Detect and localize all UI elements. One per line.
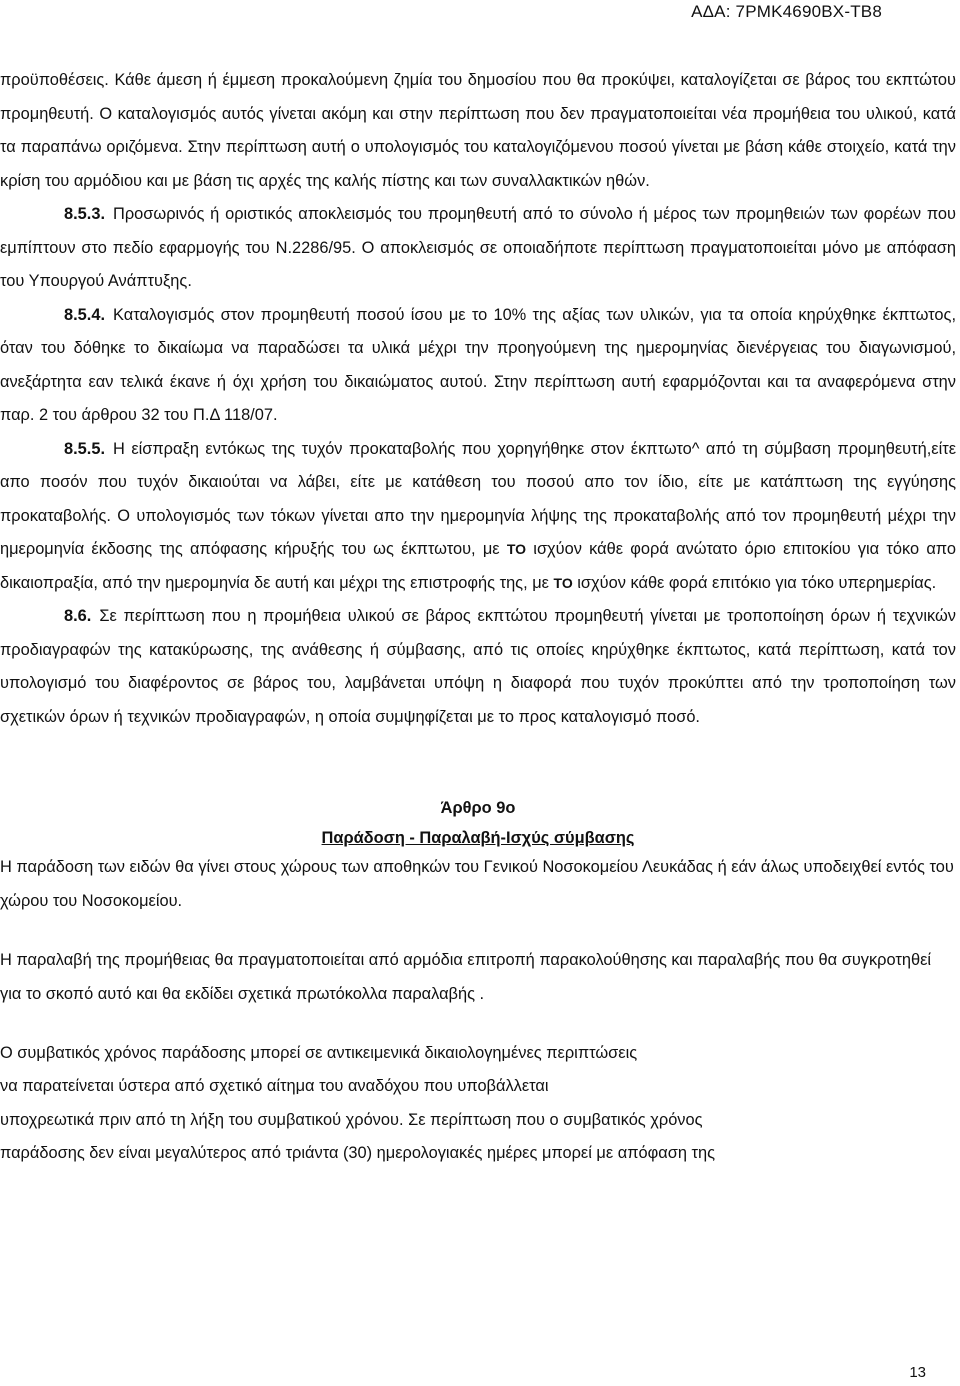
document-id-header: ΑΔΑ: 7ΡΜΚ4690ΒΧ-ΤΒ8 — [691, 2, 882, 21]
clause-text: Σε περίπτωση που η προμήθεια υλικού σε βάρος εκπτώτου προμηθευτή γίνεται με τροποποίηση όρων ή τεχνικών προδιαγραφών της κατακύρωσης, της ανάθεσης ή σύμβασης, από τις οποίες κηρύχθηκε έκπτωτος, κατά περίπτωση, κατά τον υπολογισμό του διαφέροντος σε βάρος του, λαμβάνεται υπόψη η διαφορά που τυχόν προκύπτει από την τροποποίηση των σχετικών όρων ή τεχνικών προδιαγραφών, η οποία συμψηφίζεται με το προς καταλογισμό ποσό. — [0, 607, 956, 726]
text-line: παράδοσης δεν είναι μεγαλύτερος από τριάντα (30) ημερολογιακές ημέρες μπορεί με απόφαση της — [0, 1143, 715, 1162]
paragraph-delivery-time — [0, 1037, 956, 1170]
clause-number: 8.6. — [64, 607, 92, 625]
article-heading: Άρθρο 9ο — [440, 799, 516, 817]
clause-text: Καταλογισμός στον προμηθευτή ποσού ίσου με το 10% της αξίας των υλικών, για τα οποία κηρύχθηκε έκπτωτος, όταν του δόθηκε το δικαίωμα να παραδώσει τα υλικά μέχρι την προηγούμενη της ημερομηνίας διενέργειας του διαγωνισμού, ανεξάρτητα εαν τελικά έκανε ή όχι χρήση του δικαιώματος αυτού. Στην περίπτωση αυτή εφαρμόζονται και τα αναφερόμενα στην παρ. 2 του άρθρου 32 του Π.Δ 118/07. — [0, 305, 956, 424]
paragraph-8-5-intro: προϋποθέσεις. Κάθε άμεση ή έμμεση προκαλούμενη ζημία του δημοσίου που θα προκύψει, καταλογίζεται σε βάρος του εκπτώτου προμηθευτή. Ο καταλογισμός αυτός γίνεται ακόμη και στην περίπτωση που δεν πραγματοποιείται νέα προμήθεια του υλικού, κατά τα παραπάνω οριζόμενα. Στην περίπτωση αυτή ο υπολογισμός του καταλογιζόμενου ποσού γίνεται με βάση κάθε στοιχείο, κατά την κρίση του αρμόδιου και με βάση τις αρχές της καλής πίστης και των συναλλακτικών ηθών. — [0, 71, 956, 190]
clause-number: 8.5.4. — [64, 305, 106, 324]
clause-article-word: ΤΟ — [553, 574, 573, 591]
paragraph-8-6 — [0, 600, 956, 734]
clause-text: Προσωρινός ή οριστικός αποκλεισμός του προμηθευτή από το σύνολο ή μέρος των προμηθειών των φορέων που εμπίπτουν στο πεδίο εφαρμογής του Ν.2286/95. Ο αποκλεισμός σε οποιαδήποτε περίπτωση πραγματοποιείται μόνο με απόφαση του Υπουργού Ανάπτυξης. — [0, 205, 956, 290]
clause-text: ισχύον κάθε φορά επιτόκιο για τόκο υπερημερίας. — [577, 573, 937, 592]
document-body — [0, 64, 956, 1170]
paragraph-8-5-5 — [0, 433, 956, 601]
clause-number: 8.5.3. — [64, 205, 106, 223]
paragraph-gap — [0, 918, 956, 944]
article-subheading: Παράδοση - Παραλαβή-Ισχύς σύμβασης — [321, 829, 635, 847]
section-gap — [0, 734, 956, 792]
paragraph-8-5-3 — [0, 198, 956, 299]
clause-number: 8.5.5. — [64, 439, 106, 458]
text-line: να παρατείνεται ύστερα από σχετικό αίτημα του αναδόχου που υποβάλλεται — [0, 1077, 549, 1096]
paragraph-gap — [0, 1011, 956, 1037]
text-line: Ο συμβατικός χρόνος παράδοσης μπορεί σε αντικειμενικά δικαιολογημένες περιπτώσεις — [0, 1044, 638, 1062]
paragraph-delivery-location: Η παράδοση των ειδών θα γίνει στους χώρους των αποθηκών του Γενικού Νοσοκομείου Λευκάδας ή εάν άλως υποδειχθεί εντός του χώρου του Νοσοκομείου. — [0, 858, 954, 910]
paragraph-acceptance-committee: Η παραλαβή της προμήθειας θα πραγματοποιείται από αρμόδια επιτροπή παρακολούθησης και παραλαβής που θα συγκροτηθεί για το σκοπό αυτό και θα εκδίδει σχετικά πρωτόκολλα παραλαβής . — [0, 951, 932, 1003]
clause-text: ισχύον κάθε φορά ανώτατο όριο επιτοκίου για τόκο απο δικαιοπραξία, από την ημερομηνία δε αυτή και μέχρι της επιστροφής της, με — [0, 540, 956, 592]
clause-article-word: ΤΟ — [506, 541, 527, 557]
paragraph-8-5-4 — [0, 299, 956, 433]
text-line: υποχρεωτικά πριν από τη λήξη του συμβατικού χρόνου. Σε περίπτωση που ο συμβατικός χρόνος — [0, 1110, 703, 1129]
clause-text: Η είσπραξη εντόκως της τυχόν προκαταβολής που χορηγήθηκε στον έκπτωτο^ από τη σύμβαση προμηθευτή,είτε απο ποσόν που τυχόν δικαιούται να λάβει, είτε με κατάθεση του ποσού απο τον ίδιο, είτε με κατάπτωση της εγγύησης προκαταβολής. Ο υπολογισμός των τόκων γίνεται απο την ημερομηνία λήψης της προκαταβολής από τον προμηθευτή μέχρι την ημερομηνία έκδοσης της απόφασης κήρυξής του ως έκπτωτου, με — [0, 439, 956, 558]
page-number: 13 — [909, 1364, 926, 1381]
